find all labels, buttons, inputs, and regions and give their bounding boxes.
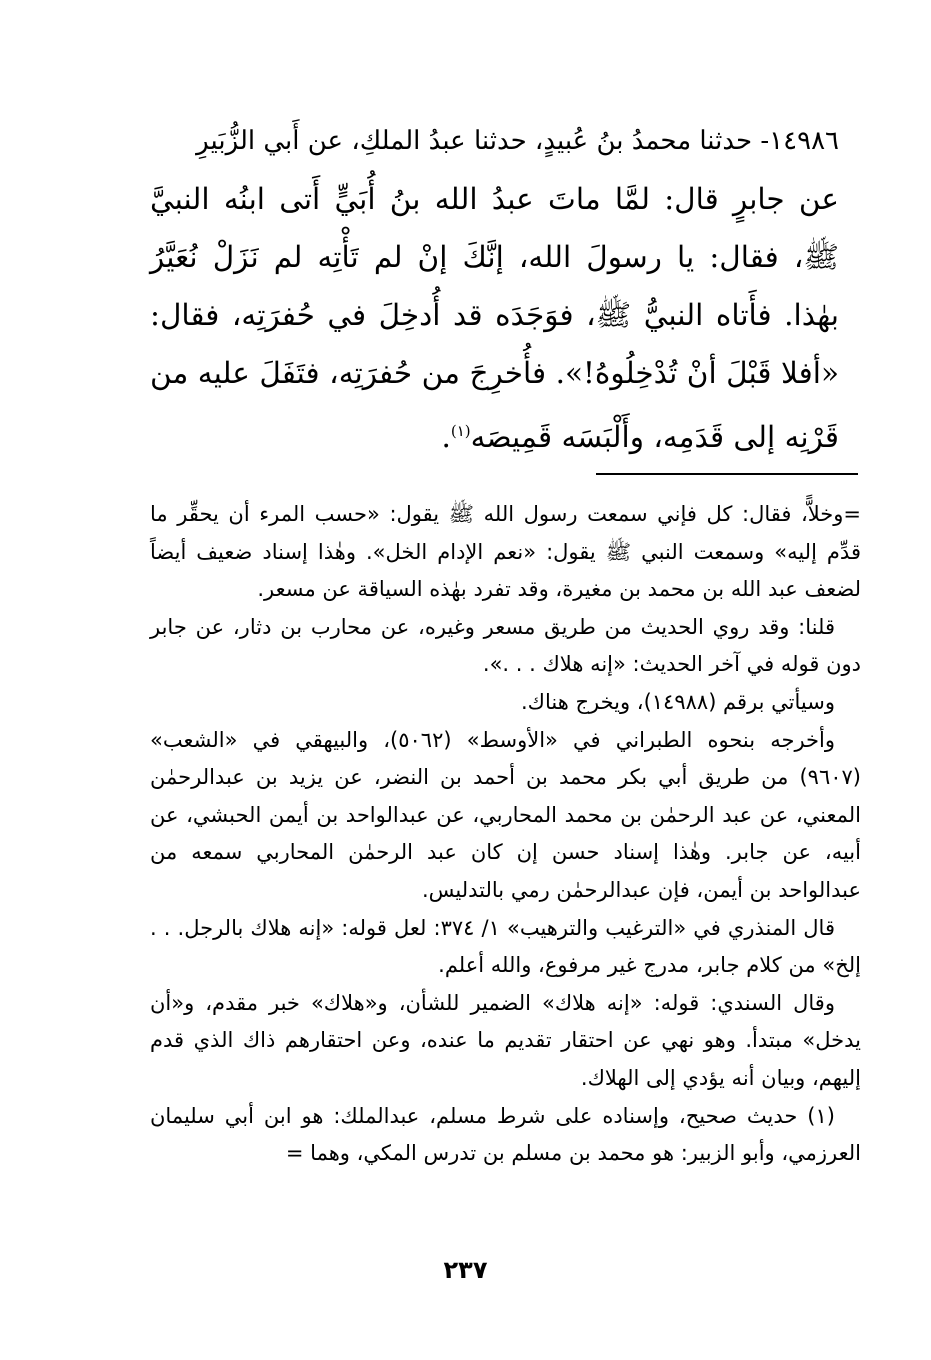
footnote-separator	[596, 473, 858, 475]
footnote-paragraph: وقال السندي: قوله: «إنه هلاك» الضمير للشأن، و«هلاك» خبر مقدم، و«أن يدخل» مبتدأ. وهو نهي عن احتقار تقديم ما عنده، وعن احتقارهم ذاك الذي قدم إليهم، وبيان أنه يؤدي إلى الهلاك.	[150, 990, 861, 1090]
footnotes-section	[150, 496, 861, 1173]
footnote-paragraph: وأخرجه بنحوه الطبراني في «الأوسط» (٥٠٦٢)، والبيهقي في «الشعب» (٩٦٠٧) من طريق أبي بكر محمد بن أحمد بن النضر، عن يزيد بن عبدالرحمٰن المعني، عن عبد الرحمٰن بن محمد المحاربي، عن عبدالواحد بن أيمن الحبشي، عن أبيه، عن جابر. وهٰذا إسناد حسن إن كان عبد الرحمٰن المحاربي سمعه من عبدالواحد بن أيمن، فإن عبدالرحمٰن رمي بالتدليس.	[150, 727, 861, 902]
footnote-paragraph: قلنا: وقد روي الحديث من طريق مسعر وغيره، عن محارب بن دثار، عن جابر دون قوله في آخر الحديث: «إنه هلاك . . .».	[150, 614, 861, 677]
hadith-first-line: ١٤٩٨٦- حدثنا محمدُ بنُ عُبيدٍ، حدثنا عبدُ الملكِ، عن أَبي الزُّبَيرِ	[196, 126, 839, 156]
page-number: ٢٣٧	[443, 1256, 488, 1284]
footnote-paragraph: (١) حديث صحيح، وإسناده على شرط مسلم، عبدالملك: هو ابن أبي سليمان العرزمي، وأبو الزبير: هو محمد بن مسلم بن تدرس المكي، وهما =	[150, 1103, 861, 1166]
hadith-body: عن جابرٍ قال: لمَّا ماتَ عبدُ الله بنُ أُبَيٍّ أَتى ابنُه النبيَّ ﷺ، فقال: يا رسولَ الله، إنَّكَ إنْ لم تَأْتِه لم نَزَلْ نُعَيَّرُ بهٰذا. فأَتاه النبيُّ ﷺ، فوَجَدَه قد أُدخِلَ في حُفرَتِه، فقال: «أفلا قَبْلَ أنْ تُدْخِلُوهُ!». فأُخرِجَ من حُفرَتِه، فتَفَلَ عليه من قَرْنِه إلى قَدَمِه، وأَلْبَسَه قَمِيصَه	[150, 182, 839, 454]
footnote-marker: (١)	[450, 422, 471, 440]
footnote-paragraph: =وخلاًّ، فقال: كل فإني سمعت رسول الله ﷺ يقول: «حسب المرء أن يحقِّر ما قدِّم إليه» وسمعت النبي ﷺ يقول: «نعم الإدام الخل». وهٰذا إسناد ضعيف أيضاً لضعف عبد الله بن محمد بن مغيرة، وقد تفرد بهٰذه السياقة عن مسعر.	[150, 502, 861, 602]
hadith-text	[150, 112, 839, 466]
footnote-paragraph: قال المنذري في «الترغيب والترهيب» ١/ ٣٧٤: لعل قوله: «إنه هلاك بالرجل. . . إلخ» من كلام جابر، مدرج غير مرفوع، والله أعلم.	[150, 915, 861, 978]
footnote-paragraph: وسيأتي برقم (١٤٩٨٨)، ويخرج هناك.	[520, 689, 835, 714]
hadith-end: .	[441, 419, 451, 454]
